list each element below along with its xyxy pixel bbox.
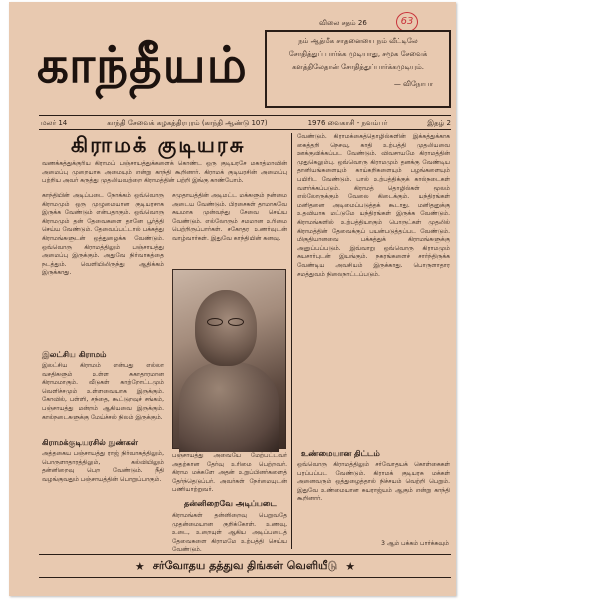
quote-line: களத்திலேதான் சோதித்துப்பார்க்கமுடியும். xyxy=(292,63,424,71)
column-right-top xyxy=(297,133,450,445)
column-right-bottom xyxy=(297,461,450,537)
subheading: கிராமக்குடியரசில் நுண்கள் xyxy=(42,438,138,447)
star-icon: ★ xyxy=(134,559,145,573)
body-paragraph: வேண்டும். கிராமக்கைத்தொழில்களின் இக்கத்துக்காக கைத்தறி நெசவு, காதி உற்பத்தி முதலியவை ஊக்குவிக்கப்பட வேண்டும். விவசாயமே கிராமத்தின் முதுகெலும்பு. ஒவ்வொரு கிராமமும் தனக்கு வேண்டிய தானியங்களையும் காய்கறிகளையும் பழங்களையும் பயிரிட வேண்டும். பால் உற்பத்திக்குக் கால்நடைகள் வளர்க்கப்படும். கிராமத் தொழில்கள் மூலம் எல்லோருக்கும் வேலை கிடைக்கும். யந்திரங்கள் மனிதனை அடிமைப்படுத்தக் கூடாது. மனிதனுக்கு உதவியாக மட்டுமே யந்திரங்கள் இருக்க வேண்டும். கிராமங்களில் உற்பத்தியாகும் பொருட்கள் முதலில் கிராமத்தின் தேவைக்குப் பயன்படுத்தப்பட வேண்டும். மிகுதியானவை பக்கத்துக் கிராமங்களுக்கு அனுப்பப்படும். இவ்வாறு ஒவ்வொரு கிராமமும் சுயசார்புடன் இயங்கும். நகரங்களைச் சார்ந்திருக்க வேண்டிய அவசியம் இருக்காது. பொருளாதார சமத்துவம் நிலைநாட்டப்படும். xyxy=(297,133,450,278)
quote-line: சோதித்துப் பார்க்க முடியாது, சமூக சேவைக் xyxy=(288,50,428,58)
dateline xyxy=(41,119,451,128)
price-label: விலை சதம் 26 xyxy=(319,19,367,27)
intro-paragraph: வணக்கத்துக்குரிய கிராமப் பஞ்சாயத்துக்களைக் கொண்ட ஒரு குடியரசே மகாத்மாவின் அமைப்பு முறையாக அமையும் என்று காந்தி கூறினார். கிராமக் குடியரசின் அமைப்பு பற்றிய அவர் கருத்து முதலியவற்றை கிராமத்தின் பற்றி இங்கு காண்போம். xyxy=(42,160,287,185)
divider-line xyxy=(39,115,451,116)
spectacles-icon xyxy=(207,318,223,326)
newspaper-page xyxy=(9,2,456,596)
column-divider xyxy=(291,133,292,549)
subheading: இலட்சிய கிராமம் xyxy=(42,350,107,359)
body-paragraph: பஞ்சாயத்து அவையே மேற்பட்டவர் அதற்கான தேர்வு உரிமை பெற்றவர். கிராம மக்களே அதன் உறுப்பினர்களைத் தேர்ந்தெடுப்பர். அவர்கள் நேர்மையுடன் பணியாற்றுவர். xyxy=(172,452,287,494)
divider-line xyxy=(39,129,451,130)
column-left-bottom xyxy=(42,450,164,548)
publication-place: காந்தி சேவைக் கழகத்திரபுரம் (காந்தி ஆண்டு 107) xyxy=(107,119,268,127)
subheading: உண்மையான திட்டம் xyxy=(301,449,380,458)
photo-figure-head xyxy=(195,290,257,366)
body-paragraph: சமுதாயத்தின் அடிமட்ட மக்களும் நன்மை அடைய வேண்டும். பிரசைகள் தாமாகவே சுயமாக முன்வந்து சேவை செய்ய வேண்டும். எல்லோரும் சமமான உரிமை பெற்றிருப்பார்கள். சகோதர உணர்வுடன் வாழ்வார்கள். இதுவே காந்தியின் கனவு. xyxy=(172,192,287,242)
column-middle-mid xyxy=(172,452,287,494)
photo-figure-body xyxy=(179,362,279,452)
masthead-title: காந்தீயம் xyxy=(37,36,248,94)
quote-box xyxy=(265,30,451,108)
article-intro xyxy=(42,160,287,188)
column-middle-bottom xyxy=(172,512,287,554)
body-paragraph: ஒவ்வொரு கிராமத்திலும் சர்வோதயக் கொள்கைகள் பரப்பப்பட வேண்டும். கிராமக் குடியரசு மக்கள் அனைவரும் ஒத்துழைத்தால் நிச்சயம் வெற்றி பெறும். இதுவே உண்மையான சுயராஜ்யம் ஆகும் என்று காந்தி கூறினார். xyxy=(297,461,450,503)
column-left-mid xyxy=(42,362,164,434)
subheading: தன்னிறைவே அடிப்படை xyxy=(184,499,277,508)
handwritten-page-number: 63 xyxy=(396,12,418,32)
body-paragraph: அத்தகைய பஞ்சாயத்து ராஜ் நிர்வாகத்திலும், பொருளாதாரத்திலும், கல்வியிலும் தன்னிறைவு பெற வேண்டும். நீதி வழங்குவதும் பஞ்சாயத்தின் பொறுப்பாகும். xyxy=(42,450,164,483)
issue-number: இதழ் 2 xyxy=(427,119,451,127)
column-middle-top xyxy=(172,192,287,264)
quote-line: நம் ஆத்மீக சாதனையை நம் வீட்டிலே xyxy=(298,37,418,45)
spectacles-icon xyxy=(228,318,244,326)
portrait-photo xyxy=(172,269,286,449)
body-paragraph: காந்தியின் அடிப்படை நோக்கம் ஒவ்வொரு கிராமமும் ஒரு முழுமையான குடியரசாக இருக்க வேண்டும் என்பதாகும். ஒவ்வொரு கிராமமும் தன் தேவைகளை தானே பூர்த்தி செய்ய வேண்டும். தேவைப்பட்டால் பக்கத்து கிராமங்களுடன் ஒத்துழைக்க வேண்டும். ஒவ்வொரு கிராமத்திலும் பஞ்சாயத்து அமைப்பு இருக்கும். அதுவே நிர்வாகத்தை நடத்தும். வெளியிலிருந்து ஆதிக்கம் இருக்காது. xyxy=(42,192,164,277)
issue-date: 1976 வைகாசி - நவம்பர் xyxy=(307,119,388,127)
body-paragraph: கிராமங்கள் தன்னிறைவு பெறுவதே முதன்மையான குறிக்கோள். உணவு, உடை, உறையுள் ஆகிய அடிப்படைத் தேவைகளை கிராமமே உற்பத்தி செய்ய வேண்டும். xyxy=(172,512,287,554)
article-headline: கிராமக் குடியரசு xyxy=(71,133,246,157)
footer-text: சர்வோதய தத்துவ திங்கள் வெளியீடு xyxy=(152,558,338,572)
quote-attribution: — விநோபா xyxy=(393,80,433,88)
continued-note: 3 ஆம் பக்கம் பார்க்கவும் xyxy=(381,540,449,547)
body-paragraph: இலட்சிய கிராமம் என்பது எல்லா வசதிகளும் உள்ள சுகாதாரமான கிராமமாகும். வீடுகள் காற்றோட்டமும் வெளிச்சமும் உள்ளவையாக இருக்கும். கோவில், பள்ளி, சந்தை, கூட்டுறவுச் சங்கம், பஞ்சாயத்து மன்றம் ஆகியவை இருக்கும். கால்நடைகளுக்கு மேய்ச்சல் நிலம் இருக்கும். xyxy=(42,362,164,421)
issue-volume: மலர் 14 xyxy=(41,119,68,127)
star-icon: ★ xyxy=(345,559,356,573)
footer-banner xyxy=(39,554,451,578)
column-left-top xyxy=(42,192,164,347)
